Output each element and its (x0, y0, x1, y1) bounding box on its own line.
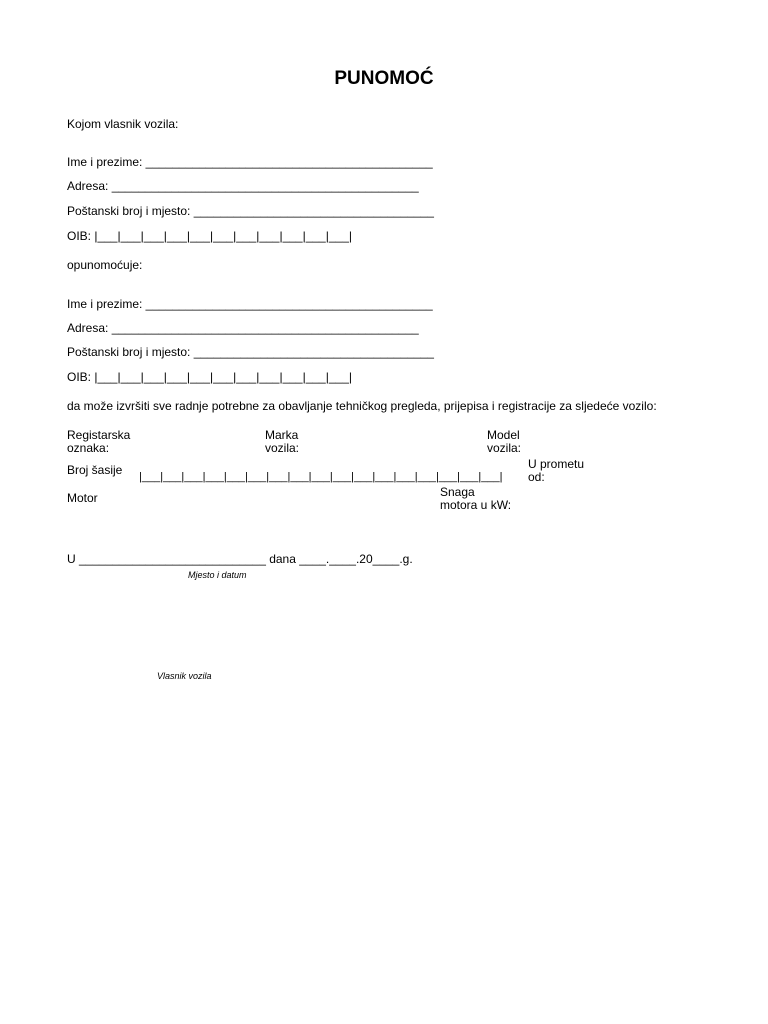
power-label: Snaga motora u kW: (440, 485, 512, 512)
chassis-label: Broj šasije (67, 463, 123, 477)
agent-oib-field[interactable]: OIB: |___|___|___|___|___|___|___|___|___|___|___| (67, 370, 352, 384)
owner-signature-caption: Vlasnik vozila (157, 671, 212, 681)
purpose-text: da može izvršiti sve radnje potrebne za obavljanje tehničkog pregleda, prijepisa i registracije za sljedeće vozilo: (67, 399, 657, 413)
owner-postal-field[interactable]: Poštanski broj i mjesto: ____________________________________ (67, 204, 434, 218)
intro-text: Kojom vlasnik vozila: (67, 117, 179, 131)
engine-label: Motor (67, 491, 98, 505)
owner-address-field[interactable]: Adresa: ______________________________________________ (67, 179, 419, 193)
in-traffic-label: U prometu od: (528, 457, 585, 484)
chassis-number-field[interactable]: |___|___|___|___|___|___|___|___|___|___|___|___|___|___|___|___|___| (139, 471, 503, 483)
make-label: Marka vozila: (265, 428, 300, 455)
model-label: Model vozila: (487, 428, 522, 455)
agent-postal-field[interactable]: Poštanski broj i mjesto: ____________________________________ (67, 345, 434, 359)
agent-address-field[interactable]: Adresa: ______________________________________________ (67, 321, 419, 335)
document-title: PUNOMOĆ (334, 68, 434, 89)
place-date-caption: Mjesto i datum (188, 570, 247, 580)
place-date-field[interactable]: U ____________________________ dana ____.____.20____.g. (67, 552, 413, 566)
agent-name-field[interactable]: Ime i prezime: ___________________________________________ (67, 297, 433, 311)
owner-name-field[interactable]: Ime i prezime: ___________________________________________ (67, 155, 433, 169)
authorizes-text: opunomoćuje: (67, 258, 143, 272)
registration-label: Registarska oznaka: (67, 428, 131, 455)
owner-oib-field[interactable]: OIB: |___|___|___|___|___|___|___|___|___|___|___| (67, 229, 352, 243)
